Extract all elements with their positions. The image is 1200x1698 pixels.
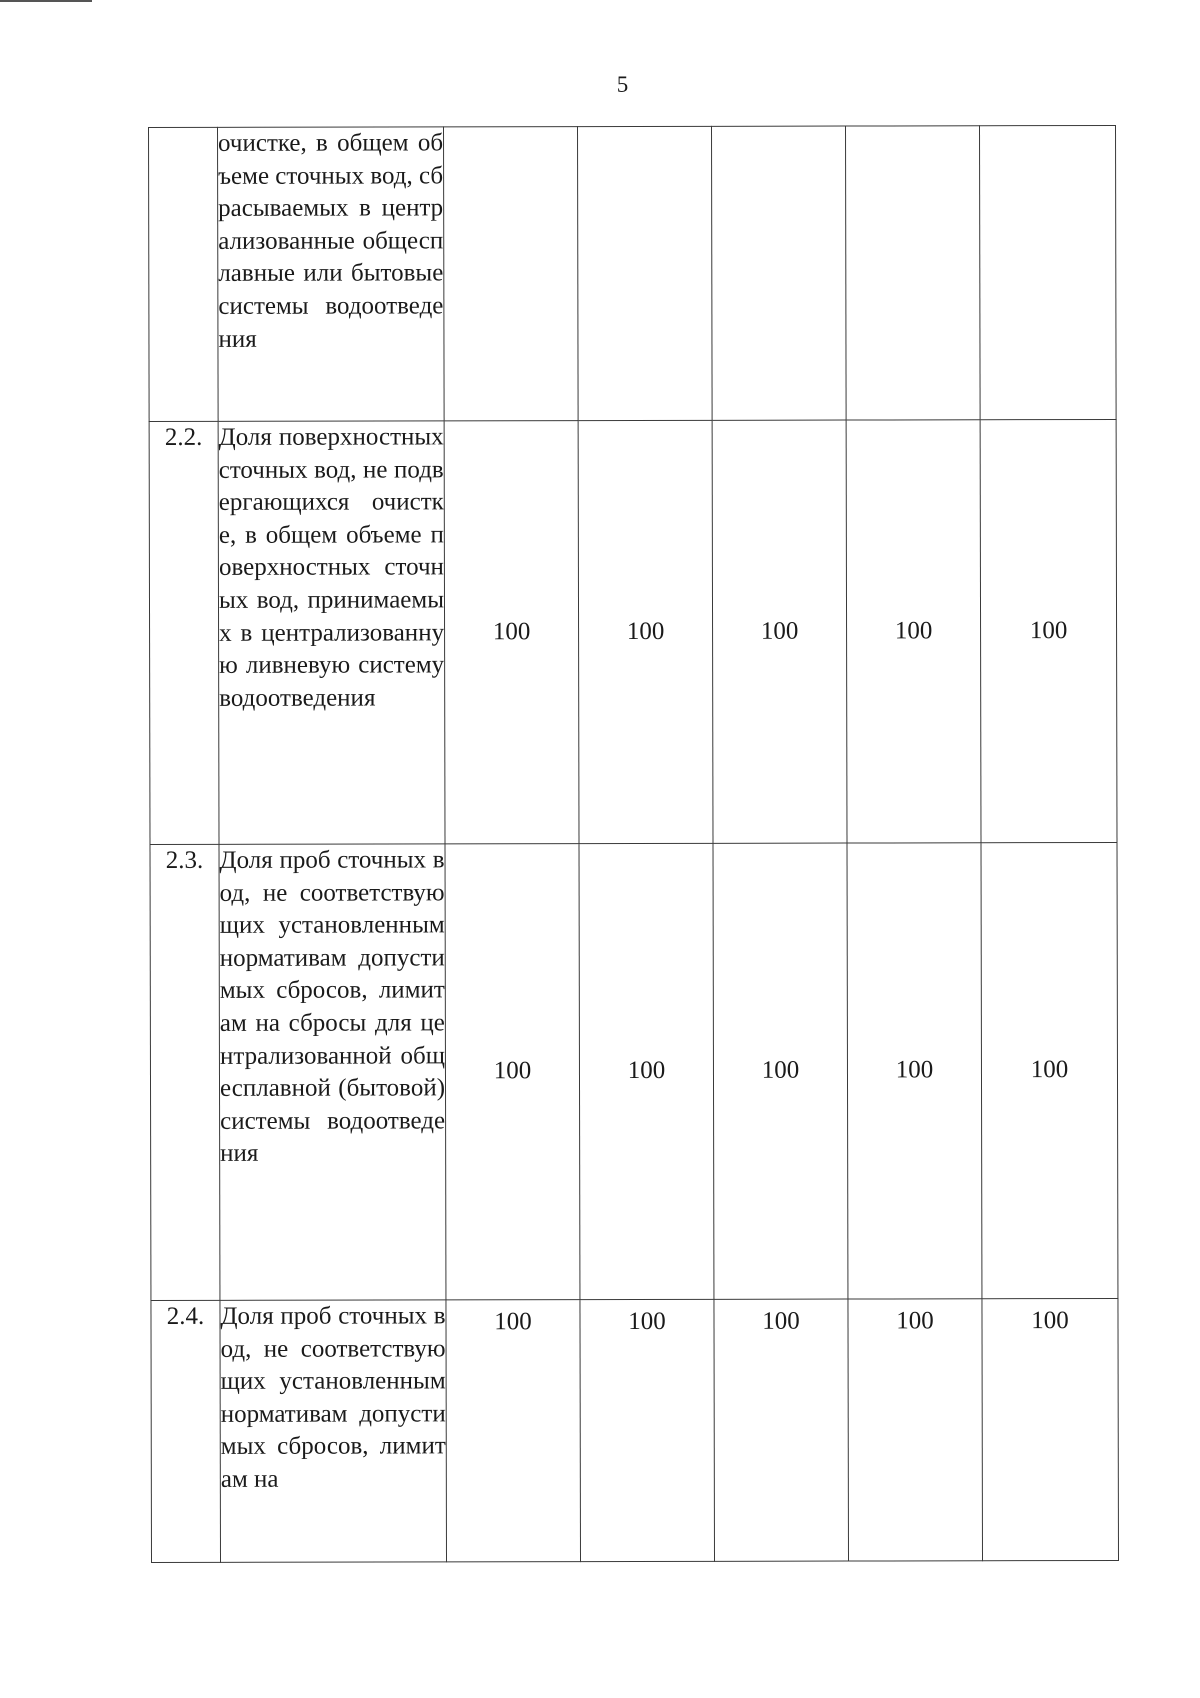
row-value: 100: [847, 843, 982, 1299]
row-number: [149, 127, 219, 421]
row-value: [979, 125, 1116, 419]
row-description: Доля проб сточных вод, не соответствующих установленным нормативам допустимых сбросов, лимитам на: [220, 1300, 447, 1562]
row-value: 100: [982, 1298, 1119, 1560]
table-row: [149, 125, 1117, 421]
row-value: 100: [980, 419, 1117, 842]
row-value: 100: [578, 420, 713, 843]
table-row: [151, 1298, 1119, 1562]
row-number: 2.2.: [149, 421, 219, 844]
row-value: 100: [848, 1299, 983, 1561]
row-value: 100: [846, 420, 981, 843]
indicator-table: [148, 125, 1119, 1563]
row-value: 100: [446, 1300, 581, 1562]
row-value: 100: [445, 844, 580, 1300]
row-value: 100: [713, 843, 848, 1299]
row-value: [845, 126, 980, 420]
scan-edge-mark: [0, 0, 92, 2]
row-description: Доля проб сточных вод, не соответствующих установленным нормативам допустимых сбросов, лимитам на сбросы для централизованной общесплавной (бытовой) системы водоотведения: [219, 844, 446, 1300]
row-number: 2.3.: [150, 844, 220, 1300]
row-description: очистке, в общем объеме сточных вод, сбрасываемых в централизованные общесплавные или бытовые системы водоотведения: [218, 127, 445, 421]
row-number: 2.4.: [151, 1300, 221, 1562]
row-value: [578, 126, 713, 420]
row-value: 100: [580, 1299, 715, 1561]
row-value: 100: [714, 1299, 849, 1561]
row-value: [444, 127, 579, 421]
table-row: [150, 842, 1118, 1300]
row-value: [711, 126, 846, 420]
table-row: [149, 419, 1117, 844]
row-value: 100: [444, 421, 579, 844]
row-value: 100: [712, 420, 847, 843]
page-number: 5: [616, 72, 629, 97]
row-value: 100: [579, 843, 714, 1299]
row-value: 100: [981, 842, 1118, 1298]
row-description: Доля поверхностных сточных вод, не подвергающихся очистке, в общем объеме поверхностных сточных вод, принимаемых в централизованную ливневую систему водоотведения: [218, 421, 445, 844]
